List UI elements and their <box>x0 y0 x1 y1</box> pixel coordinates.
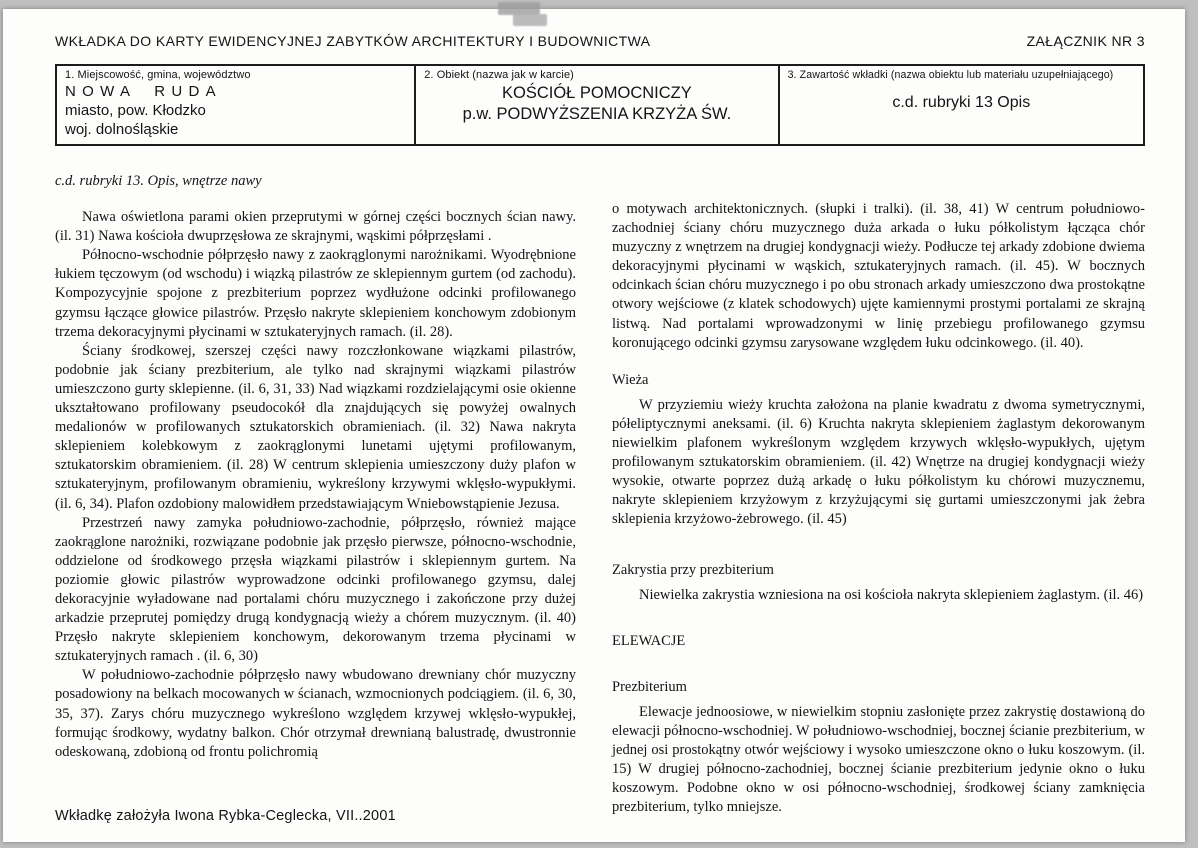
paragraph: Ściany środkowej, szerszej części nawy rozczłonkowane wiązkami pilastrów, podobnie jak ściany prezbiterium, ale tylko nad skrajnymi wiązkami pilastrów umieszczono gurty sklepienne. (il. 6, 31, 33) Nad wiązkami rozdzielającymi osie okienne ukształtowano profilowany pseudocokół dla znajdujących się powyżej owalnych medalionów w profilowanych sztukatorskich obramieniach. (il. 32) Nawa nakryta sklepieniem kolebkowym z zaokrąglonymi lunetami ujętymi profilowanym, sztukatorskim obramieniem. (il. 28) W centrum sklepienia umieszczony duży plafon w sztukateryjnym, profilowanym obramieniu, wykreślony krzywymi wklęsło-wypukłymi. (il. 6, 34). Plafon ozdobiony malowidłem przedstawiającym Wniebowstąpienie Jezusa. <box>55 342 576 512</box>
document-title: WKŁADKA DO KARTY EWIDENCYJNEJ ZABYTKÓW ARCHITEKTURY I BUDOWNICTWA <box>55 33 651 49</box>
attachment-label: ZAŁĄCZNIK NR 3 <box>1026 33 1145 49</box>
paper-sheet <box>3 9 1185 842</box>
section-heading-elewacje: ELEWACJE <box>612 632 686 649</box>
location-line-2: miasto, pow. Kłodzko <box>65 102 206 119</box>
location-name: NOWA RUDA <box>65 83 222 100</box>
cell-location <box>56 65 415 145</box>
section-heading-wieza: Wieża <box>612 371 649 388</box>
paragraph: Niewielka zakrystia wzniesiona na osi kościoła nakryta sklepieniem żaglastym. (il. 46) <box>639 586 1144 603</box>
table-row <box>56 65 1144 145</box>
section-heading-opis: c.d. rubryki 13. Opis, wnętrze nawy <box>55 173 262 189</box>
object-name-line-2: p.w. PODWYŻSZENIA KRZYŻA ŚW. <box>462 105 732 123</box>
section-heading-zakrystia: Zakrystia przy prezbiterium <box>612 561 774 578</box>
section-heading-prezbiterium: Prezbiterium <box>612 678 687 695</box>
location-line-3: woj. dolnośląskie <box>65 121 179 138</box>
footer-note: Wkładkę założyła Iwona Rybka-Ceglecka, VII..2001 <box>55 808 396 824</box>
record-info-table <box>55 64 1145 146</box>
left-column <box>55 172 576 817</box>
paragraph: Północno-wschodnie półprzęsło nawy z zaokrąglonymi narożnikami. Wyodrębnione łukiem tęczowym (od wschodu) i wiązką pilastrów ze sklepiennym gurtem (od zachodu). Kompozycyjnie spojone z prezbiterium poprzez wydłużone odcinki profilowanego gzymsu łączące głowice pilastrów. Przęsło nakryte sklepieniem konchowym zdobionym trzema dekoracyjnymi płycinami w sztukateryjnych ramach. (il. 28). <box>55 247 576 340</box>
paragraph: Nawa oświetlona parami okien przeprutymi w górnej części bocznych ścian nawy. (il. 31) Nawa kościoła dwuprzęsłowa ze skrajnymi, wąskimi półprzęsłami . <box>55 209 576 245</box>
paragraph: W południowo-zachodnie półprzęsło nawy wbudowano drewniany chór muzyczny posadowiony na belkach mocowanych w ścianach, wzmocnionych podciągiem. (il. 6, 30, 35, 37). Zarys chóru muzycznego wykreślono względem krzywej wklęsło-wypukłej, formując środkowy, wydatny balkon. Chór otrzymał drewnianą balustradę, dwustronnie odeskowaną, zdobioną od frontu polichromią <box>55 667 576 760</box>
body-columns <box>3 172 1185 817</box>
location-label: 1. Miejscowość, gmina, województwo <box>65 69 251 81</box>
object-name-line-1: KOŚCIÓŁ POMOCNICZY <box>501 84 692 102</box>
right-column <box>612 172 1145 817</box>
insert-content-label: 3. Zawartość wkładki (nazwa obiektu lub materiału uzupełniającego) <box>787 69 1114 81</box>
document-header <box>3 9 1185 49</box>
cell-object <box>415 65 778 145</box>
object-label: 2. Obiekt (nazwa jak w karcie) <box>424 69 574 81</box>
scan-artifact <box>513 14 547 26</box>
cell-insert-content <box>779 65 1144 145</box>
paragraph: W przyziemiu wieży kruchta założona na planie kwadratu z dwoma symetrycznymi, półeliptycznymi aneksami. (il. 6) Kruchta nakryta sklepieniem żaglastym dekorowanym niewielkim plafonem wykreślonym względem krzywych wklęsło-wypukłych, ujętym profilowanym sztukatorskim obramieniem. (il. 42) Wnętrze na drugiej kondygnacji wieży wysokie, otwarte poprzez dużą arkadę o łuku półkolistym ku chórowi muzycznemu, nakryte sklepieniem krzyżowym z krzyżującymi się gurtami umieszczonymi jak żebra sklepienia krzyżowo-żebrowego. (il. 45) <box>612 396 1145 528</box>
paragraph-continuation: o motywach architektonicznych. (słupki i tralki). (il. 38, 41) W centrum południowo-zachodniej ściany chóru muzycznego duża arkada o łuku półkolistym łącząca chór muzyczny z wnętrzem na drugiej kondygnacji wieży. Podłucze tej arkady zdobione dwiema dekoracyjnymi płycinami w wąskich, sztukateryjnych ramach. (il. 45). W bocznych odcinkach ścian chóru muzycznego i po obu stronach arkady umieszczono dwa prostokątne otwory wejściowe (z klatek schodowych) ujęte kamiennymi prostymi portalami ze skrajną listwą. Nad portalami wprowadzonymi w linię przebiegu profilowanego gzymsu koronującego odcinki gzymsu zarysowane względem łuku odcinkowego. (il. 40). <box>612 201 1145 351</box>
paragraph: Przestrzeń nawy zamyka południowo-zachodnie, półprzęsło, również mające zaokrąglone narożniki, rozwiązane podobnie jak przęsło pierwsze, północno-wschodnie, oddzielone od środkowego przęsła wiązkami pilastrów i sklepiennym gurtem. Na poziomie głowic pilastrów wyprowadzone odcinki profilowanego gzymsu, dalej dekoracyjnie wyładowane nad portalami chóru muzycznego i zakończone przy dużej arkadzie przeprutej pomiędzy drugą kondygnacją wieży a chórem muzycznym. (il. 40) Przęsło nakryte sklepieniem konchowym, dekorowanym trzema płycinami w sztukateryjnych ramach . (il. 6, 30) <box>55 514 576 665</box>
insert-content-value: c.d. rubryki 13 Opis <box>892 94 1031 111</box>
paragraph: Elewacje jednoosiowe, w niewielkim stopniu zasłonięte przez zakrystię dostawioną do elewacji północno-wschodniej. W południowo-wschodniej, bocznej ścianie prezbiterium, w jednej osi prostokątny otwór wejściowy i wysoko umieszczone okno o łuku koszowym. (il. 15) W drugiej północno-zachodniej, bocznej ścianie prezbiterium jedynie okno o łuku koszowym. Podobne okno w osi północno-wschodniej, środkowej ściany zamknięcia prezbiterium, tylko mniejsze. <box>612 703 1145 816</box>
